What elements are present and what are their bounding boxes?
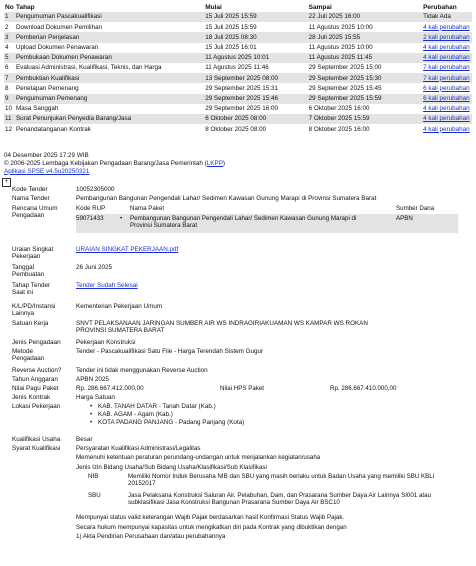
row-reverse-auction bbox=[12, 367, 472, 376]
value-kontrak: Harga Satuan bbox=[76, 394, 115, 401]
cell-sampai: 11 Agustus 2025 10:00 bbox=[308, 23, 373, 31]
cell-tahap: Pemberian Penjelasan bbox=[15, 32, 204, 42]
label-pagu: Nilai Pagu Paket bbox=[12, 385, 59, 392]
cell-perubahan[interactable]: 4 kali perubahan bbox=[423, 44, 470, 52]
col-header-tahap: Tahap bbox=[15, 3, 35, 11]
expand-toggle-icon[interactable]: + bbox=[2, 178, 11, 187]
table-row bbox=[4, 104, 472, 114]
cell-tahap: Pembukaan Dokumen Penawaran bbox=[15, 53, 204, 63]
cell-tahap: Upload Dokumen Penawaran bbox=[15, 44, 99, 52]
nib-label: NIB bbox=[88, 473, 99, 480]
rup-col-sumber: Sumber Dana bbox=[396, 205, 435, 212]
cell-no: 2 bbox=[5, 23, 9, 31]
cell-mulai: 29 September 2025 16:00 bbox=[205, 105, 279, 113]
cell-tahap: Evaluasi Administrasi, Kualifikasi, Teknis, dan Harga bbox=[15, 64, 162, 72]
cell-mulai: 29 September 2025 15:31 bbox=[205, 84, 279, 92]
cell-sampai: 29 September 2025 15:30 bbox=[308, 73, 422, 83]
app-version-link[interactable]: Aplikasi SPSE v4.5u20250321 bbox=[4, 167, 90, 175]
cell-no: 11 bbox=[4, 114, 15, 124]
cell-perubahan[interactable]: 2 kali perubahan bbox=[422, 32, 472, 42]
syarat-line1: Memenuhi ketentuan peraturan perundang-undangan untuk menjalankan kegiatan/usaha bbox=[76, 454, 321, 461]
cell-tahap: Penandatanganan Kontrak bbox=[15, 125, 91, 133]
col-header-no: No bbox=[5, 3, 14, 11]
table-row bbox=[4, 83, 472, 93]
value-satuan: SNVT PELAKSANAAN JARINGAN SUMBER AIR WS INDRAGIRIAKUAMAN WS KAMPAR WS ROKAN PROVINSI SUMATERA BARAT bbox=[76, 320, 368, 335]
value-kualifikasi: Besar bbox=[76, 436, 93, 443]
cell-tahap: Pembuktian Kualifikasi bbox=[15, 73, 204, 83]
cell-mulai: 15 Juli 2025 16:01 bbox=[205, 44, 257, 52]
value-tanggal: 26 Juni 2025 bbox=[76, 264, 113, 271]
tahap-table-body bbox=[4, 12, 472, 134]
page-footer bbox=[4, 152, 225, 176]
cell-no: 5 bbox=[4, 53, 15, 63]
sbu-text: Jasa Pelaksana Konstruksi Saluran Air, Pelabuhan, Dam, dan Prasarana Sumber Daya Air Lainnya SI001 atau subklasifikasi Jasa Konstruksi Bangunan Prasarana Sumber Daya Air BSC10 bbox=[128, 492, 432, 507]
table-row bbox=[4, 22, 472, 32]
row-kualifikasi-usaha bbox=[12, 436, 472, 445]
footer-copyright bbox=[4, 160, 225, 168]
cell-perubahan[interactable]: 7 kali perubahan bbox=[422, 73, 472, 83]
cell-perubahan[interactable]: 4 kali perubahan bbox=[422, 53, 472, 63]
row-kode-tender bbox=[12, 186, 472, 195]
row-rencana-umum-pengadaan bbox=[12, 205, 472, 243]
lokasi-item: • KAB. AGAM - Agam (Kab.) bbox=[98, 411, 468, 419]
lokasi-list bbox=[76, 403, 468, 428]
cell-perubahan[interactable]: 4 kali perubahan bbox=[423, 105, 470, 113]
cell-sampai: 8 Oktober 2025 16:00 bbox=[308, 125, 370, 133]
label-tahun: Tahun Anggaran bbox=[12, 376, 58, 383]
row-tahun-anggaran bbox=[12, 376, 472, 385]
syarat-title: Persyaratan Kualifikasi Administrasi/Legalitas bbox=[76, 445, 201, 452]
row-jenis-pengadaan bbox=[12, 339, 472, 348]
cell-sampai: 6 Oktober 2025 16:00 bbox=[308, 105, 370, 113]
cell-sampai: 29 September 2025 15:59 bbox=[308, 94, 422, 104]
cell-no: 3 bbox=[4, 32, 15, 42]
cell-mulai: 11 Agustus 2025 11:46 bbox=[205, 64, 269, 72]
cell-perubahan[interactable]: 6 kali perubahan bbox=[423, 84, 470, 92]
label-satuan: Satuan Kerja bbox=[12, 320, 49, 327]
table-row bbox=[4, 32, 472, 42]
cell-sampai: 29 September 2025 15:00 bbox=[308, 64, 382, 72]
label-kontrak: Jenis Kontrak bbox=[12, 394, 51, 401]
cell-mulai: 8 Oktober 2025 08:00 bbox=[205, 125, 267, 133]
value-hps: Rp. 286.667.410.000,00 bbox=[330, 385, 397, 392]
table-row bbox=[4, 53, 472, 63]
table-row bbox=[4, 12, 472, 22]
table-row bbox=[4, 73, 472, 83]
cell-no: 12 bbox=[5, 125, 13, 133]
syarat-line3: Mempunyai status valid keterangan Wajib Pajak berdasarkan hasil Konfirmasi Status Wajib Pajak. bbox=[76, 514, 345, 521]
cell-perubahan[interactable]: 4 kali perubahan bbox=[423, 23, 470, 31]
row-klpd bbox=[12, 303, 472, 319]
value-jenis: Pekerjaan Konstruksi bbox=[76, 339, 136, 346]
label-reverse: Reverse Auction? bbox=[12, 367, 62, 374]
label-tanggal: Tanggal Pembuatan bbox=[12, 264, 45, 279]
cell-perubahan[interactable]: 4 kali perubahan bbox=[422, 114, 472, 124]
cell-no: 6 bbox=[5, 64, 9, 72]
cell-sampai: 22 Juli 2025 16:00 bbox=[308, 12, 422, 22]
cell-mulai: 18 Juli 2025 08:30 bbox=[204, 32, 307, 42]
rup-col-kode: Kode RUP bbox=[76, 205, 106, 212]
row-syarat-kualifikasi bbox=[12, 445, 472, 565]
lkpp-link[interactable]: LKPP bbox=[206, 159, 223, 167]
cell-tahap: Pengumuman Pascakualifikasi bbox=[15, 12, 204, 22]
label-hps: Nilai HPS Paket bbox=[220, 385, 265, 392]
cell-no: 4 bbox=[5, 44, 9, 52]
syarat-line2: Jenis Izin Bidang Usaha/Sub Bidang Usaha/Klasifikasi/Sub Klasifikasi bbox=[76, 464, 267, 471]
cell-mulai: 11 Agustus 2025 10:01 bbox=[204, 53, 307, 63]
sbu-label: SBU bbox=[88, 492, 101, 499]
value-nama-tender: Pembangunan Bangunan Pengendali Lahar/ Sedimen Kawasan Gunung Marapi di Provinsi Sumatera Barat bbox=[76, 195, 377, 202]
cell-no: 9 bbox=[4, 94, 15, 104]
tahap-status-link[interactable]: Tender Sudah Selesai bbox=[76, 282, 138, 289]
rup-sumber: APBN bbox=[396, 215, 413, 222]
tahap-schedule-table bbox=[4, 3, 472, 134]
syarat-line5: 1) Akta Pendirian Perusahaan dan/atau perubahannya bbox=[76, 533, 226, 540]
row-uraian bbox=[12, 246, 472, 262]
table-row bbox=[4, 43, 472, 53]
row-jenis-kontrak bbox=[12, 394, 472, 403]
label-uraian: Uraian Singkat Pekerjaan bbox=[12, 246, 54, 261]
label-kualifikasi: Kualifikasi Usaha bbox=[12, 436, 61, 443]
table-row bbox=[4, 94, 472, 104]
lokasi-item: • KOTA PADANG PANJANG - Padang Panjang (Kota) bbox=[98, 419, 468, 427]
cell-tahap: Pengumuman Pemenang bbox=[15, 94, 204, 104]
cell-tahap: Download Dokumen Pemilihan bbox=[15, 23, 103, 31]
cell-mulai: 13 September 2025 08:00 bbox=[204, 73, 307, 83]
rup-bullet: • bbox=[120, 215, 123, 222]
col-header-mulai: Mulai bbox=[205, 3, 222, 11]
table-row bbox=[4, 114, 472, 124]
table-header-row bbox=[4, 3, 472, 12]
cell-sampai: 11 Agustus 2025 10:00 bbox=[308, 44, 373, 52]
label-metode: Metode Pengadaan bbox=[12, 348, 45, 363]
cell-no: 1 bbox=[4, 12, 15, 22]
label-syarat: Syarat Kualifikasi bbox=[12, 445, 61, 452]
row-tanggal-pembuatan bbox=[12, 264, 472, 280]
rup-col-nama: Nama Paket bbox=[130, 205, 165, 212]
label-nama-tender: Nama Tender bbox=[12, 195, 50, 202]
nib-text: Memiliki Nomor Induk Berusaha NIB dan SBU yang masih berlaku untuk Badan Usaha yang memiliki SBU KBLI 20152017 bbox=[128, 473, 435, 488]
footer-timestamp: 04 Desember 2025 17:29 WIB bbox=[4, 152, 89, 159]
row-tahap-tender bbox=[12, 282, 472, 298]
rup-nama: Pembangunan Bangunan Pengendali Lahar/ Sedimen Kawasan Gunung Marapi di Provinsi Sumatera Barat bbox=[130, 215, 357, 230]
cell-tahap: Penetapan Pemenang bbox=[15, 84, 79, 92]
cell-sampai: 7 Oktober 2025 15:59 bbox=[308, 114, 422, 124]
value-kode-tender: 10052305000 bbox=[76, 186, 115, 193]
label-klpd: K/L/PD/Instansi Lainnya bbox=[12, 303, 56, 318]
value-tahun: APBN 2025 bbox=[76, 376, 109, 383]
table-row bbox=[4, 63, 472, 73]
copyright-text: © 2006-2025 Lembaga Kebijakan Pengadaan Barang/Jasa Pemerintah ( bbox=[4, 159, 207, 167]
cell-perubahan: Tidak Ada bbox=[422, 12, 472, 22]
row-satuan-kerja bbox=[12, 320, 472, 336]
cell-mulai: 29 September 2025 15:46 bbox=[204, 94, 307, 104]
row-nama-tender bbox=[12, 195, 472, 204]
cell-tahap: Masa Sanggah bbox=[15, 105, 59, 113]
table-row bbox=[4, 124, 472, 134]
uraian-pdf-link[interactable]: URAIAN SINGKAT PEKERJAAN.pdf bbox=[76, 246, 179, 253]
row-lokasi-pekerjaan bbox=[12, 403, 472, 431]
cell-mulai: 15 Juli 2025 15:59 bbox=[204, 12, 307, 22]
copyright-suffix: ) bbox=[222, 159, 226, 167]
lokasi-item: • KAB. TANAH DATAR - Tanah Datar (Kab.) bbox=[98, 403, 468, 411]
label-tahap: Tahap Tender Saat ini bbox=[12, 282, 51, 297]
syarat-line4: Secara hukum mempunyai kapasitas untuk mengikatkan diri pada Kontrak yang dibuktikan dengan bbox=[76, 524, 347, 531]
cell-perubahan[interactable]: 6 kali perubahan bbox=[422, 94, 472, 104]
lokasi-list-wrap bbox=[76, 403, 468, 428]
cell-mulai: 15 Juli 2025 15:59 bbox=[205, 23, 257, 31]
cell-no: 10 bbox=[5, 105, 13, 113]
label-kode-tender: Kode Tender bbox=[12, 186, 48, 193]
rup-kode: 59071433 bbox=[76, 215, 104, 222]
col-header-sampai: Sampai bbox=[308, 3, 332, 11]
cell-tahap: Surat Penunjukan Penyedia Barang/Jasa bbox=[15, 114, 204, 124]
cell-perubahan[interactable]: 7 kali perubahan bbox=[423, 64, 470, 72]
value-metode: Tender - Pascakualifikasi Satu File - Harga Terendah Sistem Gugur bbox=[76, 348, 264, 355]
value-pagu: Rp. 286.667.412.000,00 bbox=[76, 385, 144, 392]
col-header-perubahan: Perubahan bbox=[423, 3, 457, 11]
row-nilai-pagu bbox=[12, 385, 472, 394]
row-metode bbox=[12, 348, 472, 364]
cell-perubahan[interactable]: 4 kali perubahan bbox=[423, 125, 470, 133]
cell-no: 8 bbox=[5, 84, 9, 92]
cell-no: 7 bbox=[4, 73, 15, 83]
value-reverse: Tender ini tidak menggunakan Reverse Auction bbox=[76, 367, 208, 374]
label-lokasi: Lokasi Pekerjaan bbox=[12, 403, 61, 410]
value-klpd: Kementerian Pekerjaan Umum bbox=[76, 303, 163, 310]
cell-sampai: 29 September 2025 15:45 bbox=[308, 84, 382, 92]
label-rup: Rencana Umum Pengadaan bbox=[12, 205, 58, 220]
label-jenis: Jenis Pengadaan bbox=[12, 339, 61, 346]
cell-sampai: 28 Juli 2025 15:55 bbox=[308, 32, 422, 42]
cell-mulai: 6 Oktober 2025 08:00 bbox=[204, 114, 307, 124]
cell-sampai: 11 Agustus 2025 11:45 bbox=[308, 53, 422, 63]
